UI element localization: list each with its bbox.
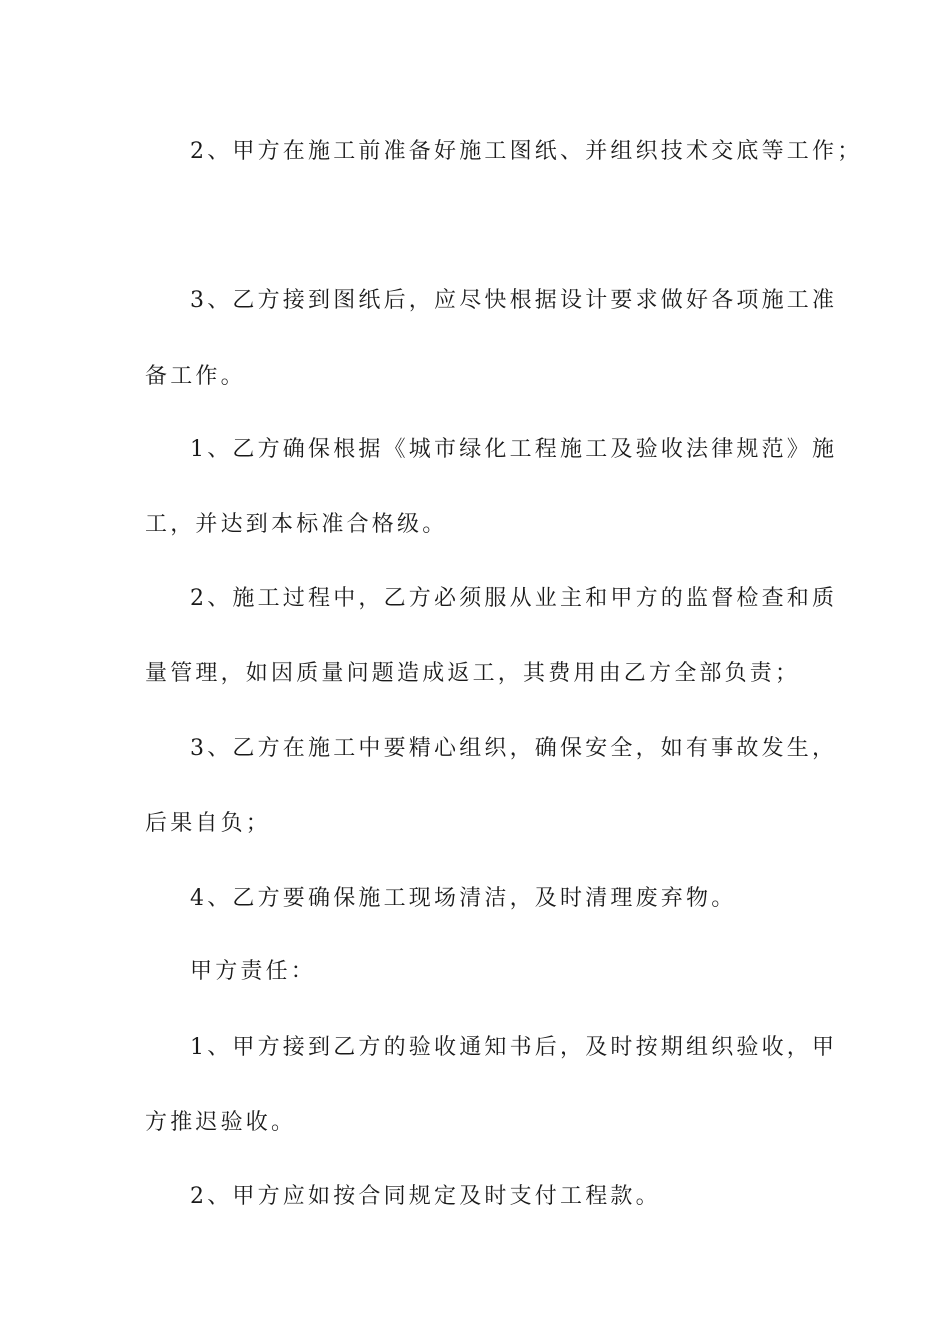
paragraph-line: 1、甲方接到乙方的验收通知书后，及时按期组织验收，甲 bbox=[190, 1035, 838, 1060]
paragraph-line: 2、甲方在施工前准备好施工图纸、并组织技术交底等工作； bbox=[190, 139, 863, 164]
paragraph-line: 备工作。 bbox=[145, 364, 246, 389]
paragraph-line: 后果自负； bbox=[145, 811, 272, 836]
paragraph-line: 量管理，如因质量问题造成返工，其费用由乙方全部负责； bbox=[145, 661, 801, 686]
paragraph-line: 3、乙方在施工中要精心组织，确保安全，如有事故发生， bbox=[190, 736, 838, 761]
paragraph-line: 方推迟验收。 bbox=[145, 1110, 297, 1135]
paragraph-line: 1、乙方确保根据《城市绿化工程施工及验收法律规范》施 bbox=[190, 437, 838, 462]
paragraph-line: 3、乙方接到图纸后，应尽快根据设计要求做好各项施工准 bbox=[190, 288, 838, 313]
paragraph-line: 4、乙方要确保施工现场清洁，及时清理废弃物。 bbox=[190, 886, 737, 911]
paragraph-line: 工，并达到本标准合格级。 bbox=[145, 512, 448, 537]
paragraph-line: 2、施工过程中，乙方必须服从业主和甲方的监督检查和质 bbox=[190, 586, 838, 611]
section-heading: 甲方责任： bbox=[190, 959, 317, 984]
paragraph-line: 2、甲方应如按合同规定及时支付工程款。 bbox=[190, 1184, 661, 1209]
